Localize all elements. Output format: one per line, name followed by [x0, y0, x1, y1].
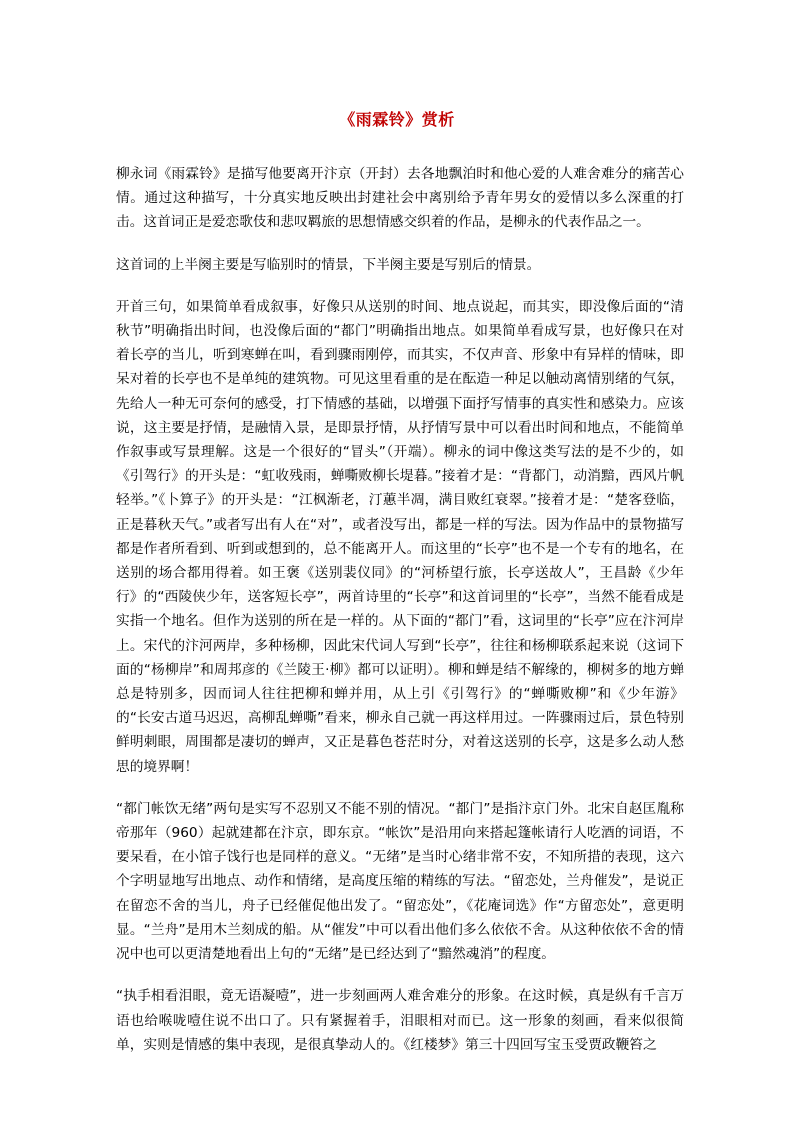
document-body [116, 162, 684, 1075]
paragraph-intro: 柳永词《雨霖铃》是描写他要离开汴京（开封）去各地飘泊时和他心爱的人难舍难分的痛苦心情。通过这种描写，十分真实地反映出封建社会中离别给予青年男女的爱情以多么深重的打击。这首词正是爱恋歌伎和悲叹羁旅的思想情感交织着的作品，是柳永的代表作品之一。 [116, 166, 684, 231]
paragraph-structure: 这首词的上半阕主要是写临别时的情景，下半阕主要是写别后的情景。 [116, 256, 541, 273]
paragraph-zhishou-xiangkan: “执手相看泪眼，竟无语凝噎”，进一步刻画两人难舍难分的形象。在这时候，真是纵有千言万语也给喉咙噎住说不出口了。只有紧握着手，泪眼相对而已。这一形象的刻画，看来似很简单，实则是情感的集中表现，是很真挚动人的。《红楼梦》第三十四回写宝玉受贾政鞭笞之 [116, 988, 684, 1053]
paragraph-opening-lines: 开首三句，如果简单看成叙事，好像只从送别的时间、地点说起，而其实，即没像后面的“清秋节”明确指出时间，也没像后面的“都门”明确指出地点。如果简单看成写景，也好像只在对着长亭的当儿，听到寒蝉在叫，看到骤雨刚停，而其实，不仅声音、形象中有异样的情味，即呆对着的长亭也不是单纯的建筑物。可见这里看重的是在酝造一种足以触动离情别绪的气氛，先给人一种无可奈何的感受，打下情感的基础，以增强下面抒写情事的真实性和感染力。应该说，这主要是抒情，是融情入景，是即景抒情，从抒情写景中可以看出时间和地点，不能简单作叙事或写景理解。这是一个很好的“冒头”（开端）。柳永的词中像这类写法的是不少的，如《引驾行》的开头是：“虹收残雨，蝉嘶败柳长堤暮。”接着才是：“背都门，动消黯，西风片帆轻举。”《卜算子》的开头是：“江枫渐老，汀蕙半凋，满目败红衰翠。”接着才是：“楚客登临，正是暮秋天气。”或者写出有人在“对”，或者没写出，都是一样的写法。因为作品中的景物描写都是作者所看到、听到或想到的，总不能离开人。而这里的“长亭”也不是一个专有的地名，在送别的场合都用得着。如王褒《送别裴仪同》的“河桥望行旅，长亭送故人”，王昌龄《少年行》的“西陵侠少年，送客短长亭”，两首诗里的“长亭”和这首词里的“长亭”，当然不能看成是实指一个地名。但作为送别的所在是一样的。从下面的“都门”看，这词里的“长亭”应在汴河岸上。宋代的汴河两岸，多种杨柳，因此宋代词人写到“长亭”，往往和杨柳联系起来说（这词下面的“杨柳岸”和周邦彦的《兰陵王·柳》都可以证明）。柳和蝉是结不解缘的，柳树多的地方蝉总是特别多，因而词人往往把柳和蝉并用，从上引《引驾行》的“蝉嘶败柳”和《少年游》的“长安古道马迟迟，高柳乱蝉嘶”看来，柳永自己就一再这样用过。一阵骤雨过后，景色特别鲜明刺眼，周围都是凄切的蝉声，又正是暮色苍茫时分，对着这送别的长亭，这是多么动人愁思的境界啊！ [116, 298, 684, 775]
paragraph-dumen-zhangyin: “都门帐饮无绪”两句是实写不忍别又不能不别的情况。“都门”是指汴京门外。北宋自赵匡胤称帝那年（960）起就建都在汴京，即东京。“帐饮”是沿用向来搭起篷帐请行人吃酒的词语，不要呆看，在小馆子饯行也是同样的意义。“无绪”是当时心绪非常不安，不知所措的表现，这六个字明显地写出地点、动作和情绪，是高度压缩的精练的写法。“留恋处，兰舟催发”，是说正在留恋不舍的当儿，舟子已经催促他出发了。“留恋处”，《花庵词选》作“方留恋处”，意更明显。“兰舟”是用木兰刻成的船。从“催发”中可以看出他们多么依依不舍。从这种依依不舍的情况中也可以更清楚地看出上句的“无绪”是已经达到了“黯然魂消”的程度。 [116, 800, 684, 963]
document-title: 《雨霖铃》赏析 [339, 110, 455, 129]
